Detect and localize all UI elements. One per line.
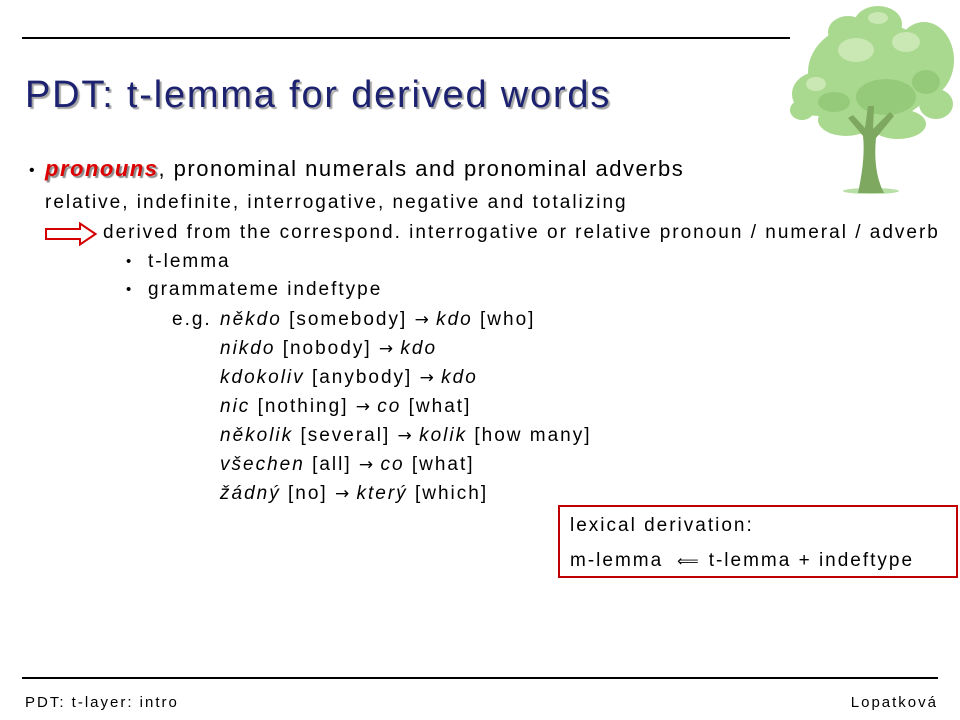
example-base: co [380,454,405,475]
example-base-gloss: [what] [411,454,475,475]
example-base-gloss: [what] [408,396,472,417]
example-word: žádný [220,483,281,504]
example-row [172,392,592,421]
example-base-gloss: [how many] [474,425,592,446]
example-gloss: [no] [287,483,328,504]
example-row [172,421,592,450]
example-row [172,305,592,334]
highlight-term: pronouns [45,156,159,181]
example-base: kolik [419,425,468,446]
bullet-marker: • [126,253,132,270]
note-heading: lexical derivation: [570,515,754,536]
bottom-rule [22,677,938,679]
mapping-arrow: → [334,484,350,504]
mapping-arrow: → [414,310,429,330]
tree-trunk [848,106,894,193]
example-gloss: [anybody] [311,367,413,388]
sub-bullet-text: t-lemma [148,251,231,272]
example-prefix: e.g. [172,309,212,330]
example-base: kdo [400,338,438,359]
sub-bullet-t-lemma [126,250,231,273]
bullet-marker: • [126,281,132,298]
lexical-derivation-box [558,505,958,578]
subtypes-text: relative, indefinite, interrogative, negative and totalizing [45,192,628,213]
sub-bullet-text: grammateme indeftype [148,279,383,300]
example-base: co [377,396,402,417]
example-row [172,363,592,392]
example-base: kdo [441,367,478,388]
example-gloss: [several] [300,425,391,446]
example-gloss: [all] [312,454,352,475]
example-word: kdokoliv [220,367,305,388]
example-gloss: [nothing] [257,396,349,417]
bullet-marker: • [29,162,35,179]
mapping-arrow: → [355,397,371,417]
note-formula [570,549,914,573]
footer-left: PDT: t-layer: intro [25,694,179,711]
mapping-arrow: → [358,455,374,475]
example-row [172,450,592,479]
example-row [172,334,592,363]
main-bullet [29,156,684,184]
example-word: nikdo [220,338,276,359]
footer-right: Lopatková [850,694,938,711]
example-word: někdo [220,309,282,330]
example-gloss: [somebody] [289,309,408,330]
note-right-term: t-lemma + indeftype [708,550,915,571]
example-base: kdo [436,309,473,330]
example-row [172,479,592,508]
sub-bullet-grammateme [126,278,382,301]
example-word: nic [220,396,251,417]
example-base-gloss: [who] [480,309,536,330]
derivation-text: derived from the correspond. interrogative or relative pronoun / numeral / adverb [103,222,940,243]
note-left-term: m-lemma [570,550,664,571]
example-word: všechen [220,454,305,475]
example-gloss: [nobody] [282,338,372,359]
example-word: několik [220,425,294,446]
example-base: který [356,483,408,504]
double-left-arrow-icon: ⟸ [677,552,699,570]
tree-icon [786,2,956,194]
mapping-arrow: → [419,368,434,388]
slide-title: PDT: t-lemma for derived words [25,74,612,116]
hollow-right-arrow-icon [45,222,97,246]
mapping-arrow: → [378,339,394,359]
example-base-gloss: [which] [414,483,489,504]
main-bullet-text: , pronominal numerals and pronominal adverbs [158,156,685,181]
mapping-arrow: → [397,426,412,446]
top-rule [22,37,790,39]
examples-list [172,305,592,508]
